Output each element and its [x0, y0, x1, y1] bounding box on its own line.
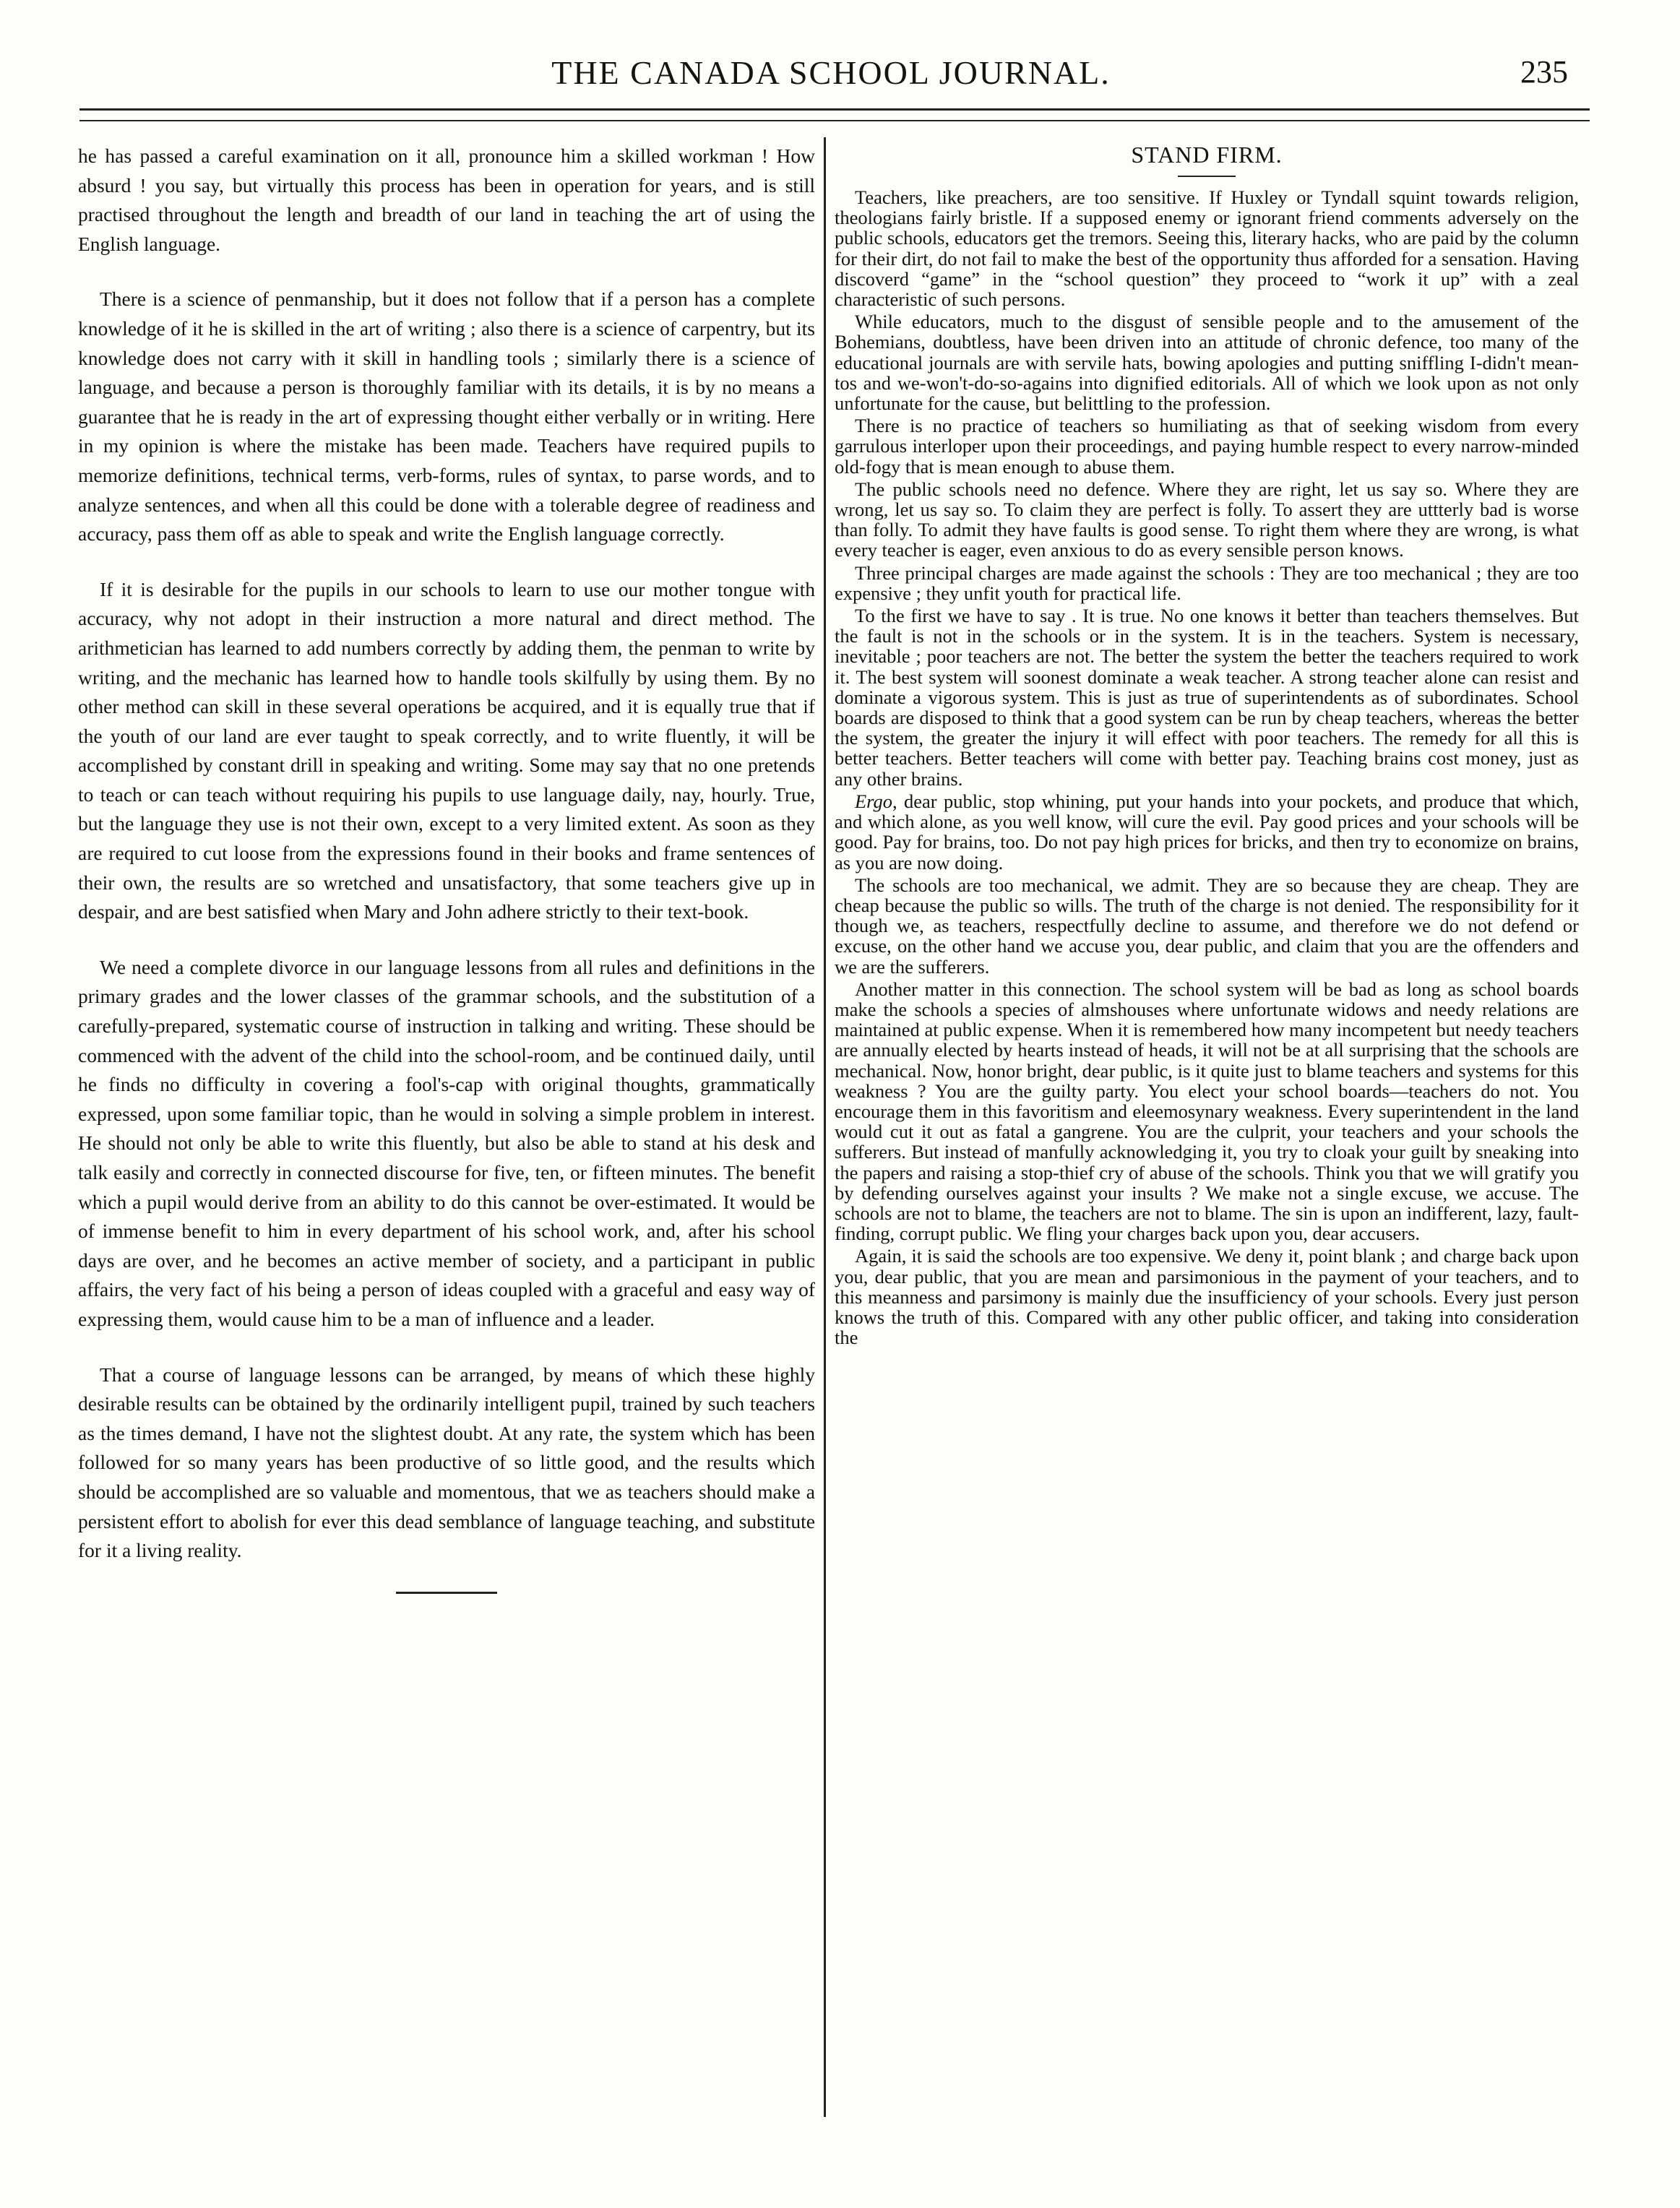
header-rule-thin: [79, 120, 1590, 121]
right-paragraph-3: There is no practice of teachers so humiliating as that of seeking wisdom from every garrulous interloper upon their proceedings, and paying humble respect to every narrow-minded old-fogy that is mean enough to abuse them.: [835, 415, 1579, 478]
right-paragraph-6: To the first we have to say . It is true. No one knows it better than teachers themselves. But the fault is not in the schools or in the system. It is in the teachers. System is necessary, inevitable ; poor teachers are not. The better the system the better the teachers required to work it. The best system will soonest dominate a weak teacher. A strong teacher alone can resist and dominate a vigorous system. This is just as true of superintendents as of subordinates. School boards are disposed to think that a good system can be run by cheap teachers, whereas the better the system, the greater the injury it will effect with poor teachers. The remedy for all this is better teachers. Better teachers will come with better pay. Teaching brains cost money, just as any other brains.: [835, 605, 1579, 790]
left-paragraph-3: If it is desirable for the pupils in our schools to learn to use our mother tongue with accuracy, why not adopt in their instruction a more natural and direct method. The arithmetician has learned to add numbers correctly by adding them, the penman to write by writing, and the mechanic has learned how to handle tools skilfully by using them. By no other method can skill in these several operations be acquired, and it is equally true that if the youth of our land are ever taught to speak correctly, and to write fluently, it will be accomplished by constant drill in speaking and writing. Some may say that no one pretends to teach or can teach without requiring his pupils to use language daily, nay, hourly. True, but the language they use is not their own, except to a very limited extent. As soon as they are required to cut loose from the expressions found in their books and frame sentences of their own, the results are so wretched and unsatisfactory, that some teachers give up in despair, and are best satisfied when Mary and John adhere strictly to their text-book.: [78, 577, 815, 923]
right-paragraph-2: While educators, much to the disgust of sensible people and to the amusement of the Bohemians, doubtless, have been driven into an attitude of chronic defence, too many of the educational journals are with servile hats, bowing apologies and putting sniffling I-didn't mean-tos and we-won't-do-so-agains into dignified editorials. All of which we look upon as not only unfortunate for the cause, but belittling to the profession.: [835, 311, 1579, 415]
header-rule-thick: [79, 108, 1590, 111]
left-paragraph-4: We need a complete divorce in our language lessons from all rules and definitions in the primary grades and the lower classes of the grammar schools, and the substitution of a carefully-prepared, systematic course of instruction in talking and writing. These should be commenced with the advent of the child into the school-room, and be continued daily, until he finds no difficulty in covering a fool's-cap with original thoughts, grammatically expressed, upon some familiar topic, than he would in solving a simple problem in interest. He should not only be able to write this fluently, but also be able to stand at his desk and talk easily and correctly in connected discourse for five, ten, or fifteen minutes. The benefit which a pupil would derive from an ability to do this cannot be over-estimated. It would be of immense benefit to him in every department of his school work, and, after his school days are over, and he becomes an active member of society, and a participant in public affairs, the very fact of his being a person of ideas coupled with a graceful and easy way of expressing them, would cause him to be a man of influence and a leader.: [78, 955, 815, 1330]
right-paragraph-4: The public schools need no defence. Where they are right, let us say so. Where they are wrong, let us say so. To claim they are perfect is folly. To assert they are uttterly bad is worse than folly. To admit they have faults is good sense. To right them where they are wrong, is what every teacher is eager, even anxious to do as every sensible person knows.: [835, 478, 1579, 561]
journal-title: THE CANADA SCHOOL JOURNAL.: [551, 54, 1111, 91]
title-rule: [1178, 176, 1236, 177]
left-paragraph-1: he has passed a careful examination on it all, pronounce him a skilled workman ! How absurd ! you say, but virtually this process has been in operation for years, and is still practised throughout the length and breadth of our land in teaching the art of using the English language.: [78, 145, 815, 255]
column-divider: [824, 137, 826, 2117]
right-paragraph-7: Ergo, dear public, stop whining, put your hands into your pockets, and produce that which, and which alone, as you well know, will cure the evil. Pay good prices and your schools will be good. Pay for brains, too. Do not pay high prices for bricks, and then try to economize on brains, as you are now doing.: [835, 790, 1579, 874]
right-paragraph-8: The schools are too mechanical, we admit. They are so because they are cheap. They are cheap because the public so wills. The truth of the charge is not denied. The responsibility for it though we, as teachers, respectfully decline to assume, and therefore we do not defend or excuse, on the other hand we accuse you, dear public, and claim that you are the offenders and we are the sufferers.: [835, 874, 1579, 978]
left-paragraph-2: There is a science of penmanship, but it does not follow that if a person has a complete knowledge of it he is skilled in the art of writing ; also there is a science of carpentry, but its knowledge does not carry with it skill in handling tools ; similarly there is a science of language, and because a person is thoroughly familiar with its details, it is by no means a guarantee that he is ready in the art of expressing thought either verbally or in writing. Here in my opinion is where the mistake has been made. Teachers have required pupils to memorize definitions, technical terms, verb-forms, rules of syntax, to parse words, and to analyze sentences, and when all this could be done with a tolerable degree of readiness and accuracy, pass them off as able to speak and write the English language correctly.: [78, 288, 815, 545]
page-number: 235: [1520, 54, 1568, 90]
right-paragraph-9: Another matter in this connection. The school system will be bad as long as school boards make the schools a species of almshouses where unfortunate widows and needy relations are maintained at public expense. When it is remembered how many incompetent but needy teachers are annually elected by hearts instead of heads, it will not be at all surprising that the schools are mechanical. Now, honor bright, dear public, is it quite just to blame teachers and systems for this weakness ? You are the guilty party. You elect your school boards—teachers do not. You encourage them in this favoritism and eleemosynary weakness. Every superintendent in the land would cut it out as fatal a gangrene. You are the culprit, your teachers and your schools the sufferers. But instead of manfully acknowledging it, you try to cloak your guilt by sneaking into the papers and raising a stop-thief cry of abuse of the schools. Think you that we will gratify you by defending ourselves against your insults ? We make not a single excuse, we accuse. The schools are not to blame, the teachers are not to blame. The sin is upon an indifferent, lazy, fault-finding, corrupt public. We fling your charges back upon you, dear accusers.: [835, 978, 1579, 1245]
article-title: STAND FIRM.: [1131, 142, 1283, 168]
right-paragraph-10: Again, it is said the schools are too expensive. We deny it, point blank ; and charge back upon you, dear public, that you are mean and parsimonious in the payment of your teachers, and to this meanness and parsimony is mainly due the insufficiency of your schools. Every just person knows the truth of this. Compared with any other public officer, and taking into consideration the: [835, 1245, 1579, 1349]
page-header: [72, 53, 1590, 104]
left-column: [78, 142, 815, 1594]
left-paragraph-5: That a course of language lessons can be arranged, by means of which these highly desirable results can be obtained by the ordinarily intelligent pupil, trained by such teachers as the times demand, I have not the slightest doubt. At any rate, the system which has been followed for so many years has been productive of so little good, and the results which should be accomplished are so valuable and momentous, that we as teachers should make a persistent effort to abolish for ever this dead semblance of language teaching, and substitute for it a living reality.: [78, 1363, 815, 1562]
right-paragraph-5: Three principal charges are made against the schools : They are too mechanical ; they are too expensive ; they unfit youth for practical life.: [835, 561, 1579, 604]
right-column: [835, 142, 1579, 1350]
right-paragraph-1: Teachers, like preachers, are too sensitive. If Huxley or Tyndall squint towards religion, theologians fairly bristle. If a supposed enemy or ignorant friend comments adversely on the public schools, educators get the tremors. Seeing this, literary hacks, who are paid by the column for their dirt, do not fail to make the best of the opportunity thus afforded for a sensation. Having discoverd “game” in the “school question” they proceed to “work it up” with a zeal characteristic of such persons.: [835, 186, 1579, 311]
article-end-rule: [396, 1592, 497, 1594]
